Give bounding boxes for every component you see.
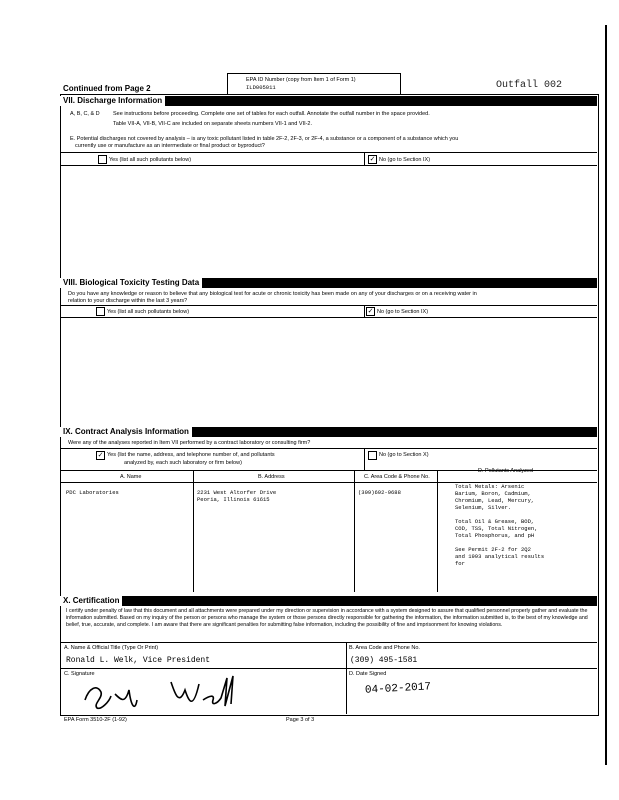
divider xyxy=(61,152,597,153)
page-number: Page 3 of 3 xyxy=(286,717,315,723)
toxicity-q1: Do you have any knowledge or reason to believe that any biological test for acute or chronic toxicity has been made on any of your discharges or on a receiving water in xyxy=(68,291,477,297)
toxicity-q2: relation to your discharge within the last 3 years? xyxy=(68,298,188,304)
continued-label: Continued from Page 2 xyxy=(63,84,151,93)
section-x-title: X. Certification xyxy=(60,596,122,606)
pollutant-line: and 1993 analytical results xyxy=(455,553,545,560)
lab-phone: (309)692-9688 xyxy=(358,489,401,496)
sec9-yes-label-2: analyzed by, each such laboratory or firm below) xyxy=(124,460,242,466)
potential-discharge-q1: E. Potential discharges not covered by analysis – is any toxic pollutant listed in table 2F-2, 2F-3, or 2F-4, a substance or a component of a substance which you xyxy=(70,136,459,142)
divider xyxy=(61,668,597,669)
pollutant-line: Selenium, Silver. xyxy=(455,504,512,511)
name-title-label: A. Name & Official Title (Type Or Print) xyxy=(64,645,159,651)
epa-id-box xyxy=(227,73,401,94)
col-c-header: C. Area Code & Phone No. xyxy=(364,474,430,480)
date-label: D. Date Signed xyxy=(349,671,387,677)
sec7-yes-label: Yes (list all such pollutants below) xyxy=(109,157,192,163)
lab-name: PDC Laboratories xyxy=(66,489,119,496)
pollutant-line: Total Metals: Arsenic xyxy=(455,483,525,490)
name-title-value: Ronald L. Welk, Vice President xyxy=(66,656,211,665)
divider xyxy=(364,305,365,317)
lab-address-1: 2231 West Altorfer Drive xyxy=(197,489,277,496)
contract-q: Were any of the analyses reported in Item VII performed by a contract laboratory or consulting firm? xyxy=(68,440,311,446)
pollutants-list xyxy=(455,483,544,567)
potential-discharge-q2: currently use or manufacture as an intermediate or final product or byproduct? xyxy=(75,143,265,149)
signature xyxy=(75,670,275,714)
pollutant-line: for xyxy=(455,560,465,567)
scan-edge-line xyxy=(605,25,607,765)
col-a-header: A. Name xyxy=(120,474,142,480)
pollutant-line: Barium, Boron, Cadmium, xyxy=(455,490,531,497)
date-value: 04-02-2017 xyxy=(364,681,432,697)
sec9-no-label: No (go to Section X) xyxy=(379,452,429,458)
lab-address-2: Peoria, Illinois 61615 xyxy=(197,496,270,503)
abcd-line1: See instructions before proceeding. Complete one set of tables for each outfall. Annotate the outfall number in the space provided. xyxy=(113,111,430,117)
pollutant-line: COD, TSS, Total Nitrogen, xyxy=(455,525,538,532)
pollutant-line: Chromium, Lead, Mercury, xyxy=(455,497,535,504)
divider xyxy=(61,305,597,306)
section-vii-title: VII. Discharge Information xyxy=(60,96,165,106)
col-d-header: D. Pollutants Analyzed xyxy=(478,468,534,474)
divider xyxy=(193,470,194,592)
divider xyxy=(437,470,438,592)
divider xyxy=(364,448,365,470)
pollutant-line: Total Oil & Grease, BOD, xyxy=(455,518,535,525)
pollutant-line xyxy=(455,511,544,518)
phone-label: B. Area Code and Phone No. xyxy=(349,645,420,651)
form-number: EPA Form 3510-2F (1-92) xyxy=(64,717,127,723)
divider xyxy=(364,152,365,165)
sec9-yes-label-1: Yes (list the name, address, and telephone number of, and pollutants xyxy=(107,452,275,458)
abcd-line2: Table VII-A, VII-B, VII-C are included on separate sheets numbers VII-1 and VII-2. xyxy=(113,121,313,127)
divider xyxy=(61,642,597,643)
section-viii-title: VIII. Biological Toxicity Testing Data xyxy=(60,278,202,288)
abcd-label: A, B, C, & D xyxy=(70,111,100,117)
epa-id-label: EPA ID Number (copy from Item 1 of Form 1) xyxy=(246,77,356,83)
phone-value: (309) 495-1581 xyxy=(350,656,418,665)
divider xyxy=(346,642,347,714)
section-ix-title: IX. Contract Analysis Information xyxy=(60,427,192,437)
sec9-yes-checkbox[interactable]: ✓ xyxy=(97,452,104,459)
sec7-no-checkbox[interactable]: ✓ xyxy=(369,156,376,163)
outfall-label: Outfall 002 xyxy=(496,80,563,91)
sec7-no-label: No (go to Section IX) xyxy=(379,157,431,163)
sec8-no-checkbox[interactable]: ✓ xyxy=(367,308,374,315)
sec8-yes-checkbox[interactable] xyxy=(96,307,105,316)
sec7-yes-checkbox[interactable] xyxy=(98,155,107,164)
sec8-no-label: No (go to Section IX) xyxy=(377,309,429,315)
certification-text: I certify under penalty of law that this document and all attachments were prepared under my direction or supervision in accordance with a system designed to assure that qualified personnel properly gather and evaluate the information submitted. Based on my inquiry of the person or persons who manage the system or those persons directly responsible for gathering the information, the information submitted is, to the best of my knowledge and belief, true, accurate, and complete. I am aware that there are significant penalties for submitting false information, including the possibility of fine and imprisonment for knowing violations. xyxy=(66,608,588,628)
divider xyxy=(354,470,355,592)
sec8-yes-label: Yes (list all such pollutants below) xyxy=(107,309,190,315)
pollutant-line xyxy=(455,539,544,546)
sec9-no-checkbox[interactable] xyxy=(368,451,377,460)
signature-label: C. Signature xyxy=(64,671,95,677)
col-b-header: B. Address xyxy=(258,474,285,480)
divider xyxy=(61,165,597,166)
epa-id-value: ILD005011 xyxy=(246,84,276,91)
pollutant-line: See Permit 2F-2 for 2Q2 xyxy=(455,546,531,553)
divider xyxy=(61,317,597,318)
divider xyxy=(61,448,597,449)
pollutant-line: Total Phosphorus, and pH xyxy=(455,532,535,539)
section-x-bar xyxy=(61,596,597,606)
